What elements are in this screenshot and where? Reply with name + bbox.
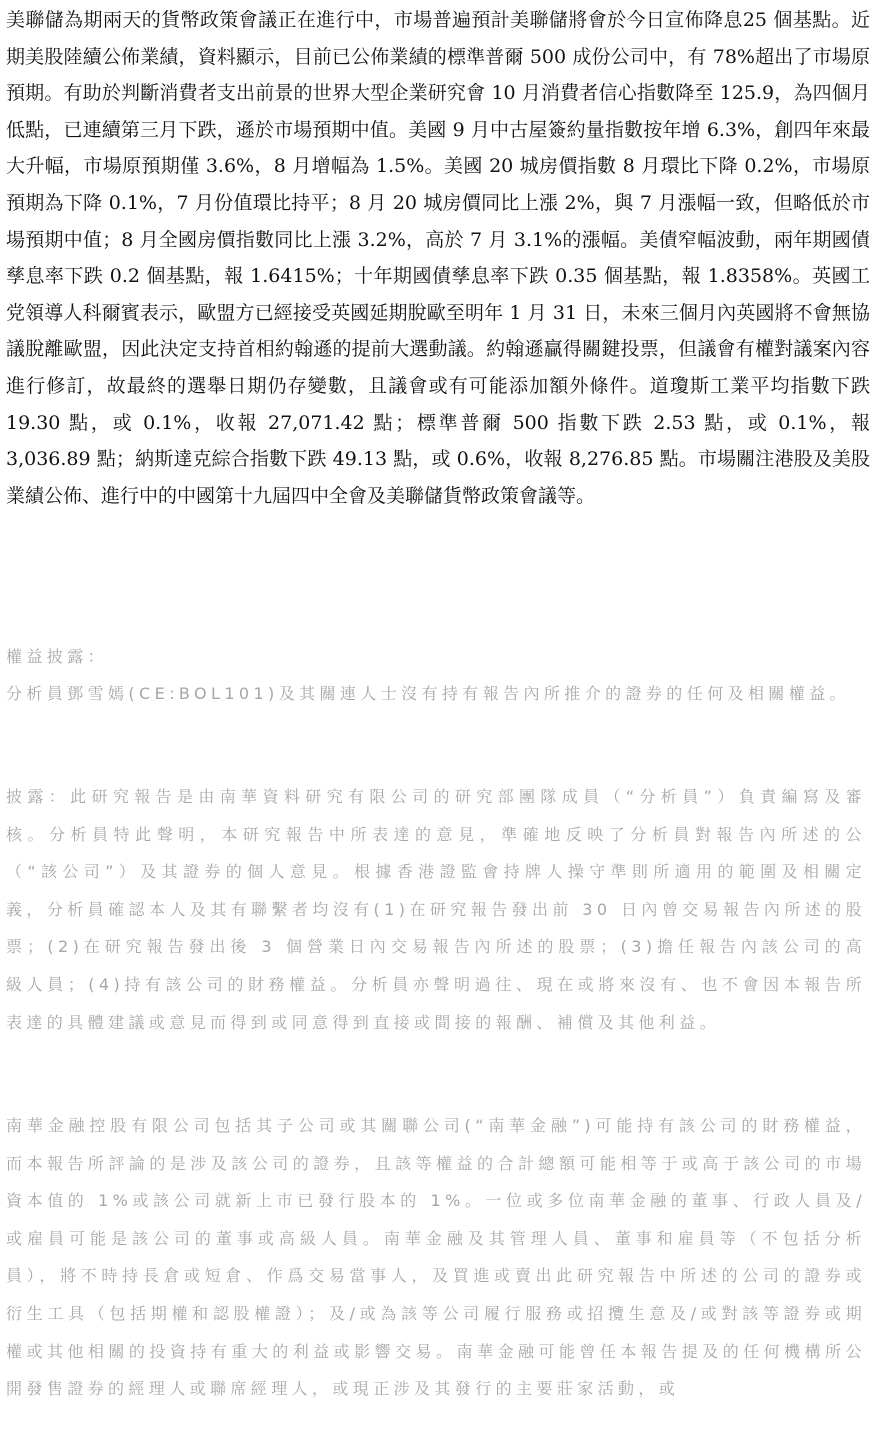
market-commentary-paragraph: 美聯儲為期兩天的貨幣政策會議正在進行中，市場普遍預計美聯儲將會於今日宣佈降息25 個基點。近期美股陸續公佈業績，資料顯示，目前已公佈業績的標準普爾 500 成份公司中，有 78%超出了市場原預期。有助於判斷消費者支出前景的世界大型企業研究會 10 月消費者信心指數降至 125.9，為四個月低點，已連續第三月下跌，遜於市場預期中值。美國 9 月中古屋簽約量指數按年增 6.3%，創四年來最大升幅，市場原預期僅 3.6%，8 月增幅為 1.5%。美國 20 城房價指數 8 月環比下降 0.2%，市場原預期為下降 0.1%，7 月份值環比持平；8 月 20 城房價同比上漲 2%，與 7 月漲幅一致，但略低於市場預期中值；8 月全國房價指數同比上漲 3.2%，高於 7 月 3.1%的漲幅。美債窄幅波動，兩年期國債孳息率下跌 0.2 個基點，報 1.6415%；十年期國債孳息率下跌 0.35 個基點，報 1.8358%。英國工党領導人科爾賓表示，歐盟方已經接受英國延期脫歐至明年 1 月 31 日，未來三個月內英國將不會無協議脫離歐盟，因此決定支持首相約翰遜的提前大選動議。約翰遜贏得關鍵投票，但議會有權對議案內容進行修訂，故最終的選舉日期仍存變數，且議會或有可能添加額外條件。道瓊斯工業平均指數下跌 19.30 點，或 0.1%，收報 27,071.42 點；標準普爾 500 指數下跌 2.53 點，或 0.1%，報 3,036.89 點；納斯達克綜合指數下跌 49.13 點，或 0.6%，收報 8,276.85 點。市場關注港股及美股業績公佈、進行中的中國第十九屆四中全會及美聯儲貨幣政策會議等。	[6, 9, 870, 507]
group-interest-paragraph: 南華金融控股有限公司包括其子公司或其關聯公司(“南華金融”)可能持有該公司的財務權益，而本報告所評論的是涉及該公司的證券，且該等權益的合計總額可能相等于或高于該公司的市場資本值的 1%或該公司就新上市已發行股本的 1%。一位或多位南華金融的董事、行政人員及/或雇員可能是該公司的董事或高級人員。南華金融及其管理人員、董事和雇員等（不包括分析員），將不時持長倉或短倉、作爲交易當事人，及買進或賣出此研究報告中所述的公司的證券或衍生工具（包括期權和認股權證）；及/或為該等公司履行服務或招攬生意及/或對該等證券或期權或其他相關的投資持有重大的利益或影響交易。南華金融可能曾任本報告提及的任何機構所公開發售證券的經理人或聯席經理人，或現正涉及其發行的主要莊家活動，或	[6, 1116, 866, 1399]
interest-disclosure-title: 權益披露：	[6, 647, 109, 666]
interest-disclosure-body: 分析員鄧雪嫣(CE:BOL101)及其關連人士沒有持有報告內所推介的證券的任何及相關權益。	[6, 684, 850, 703]
analyst-disclosure-paragraph: 披露：此研究報告是由南華資料研究有限公司的研究部團隊成員（“分析員”）負責編寫及審核。分析員特此聲明，本研究報告中所表達的意見，準確地反映了分析員對報告內所述的公（“該公司”）及其證券的個人意見。根據香港證監會持牌人操守準則所適用的範圍及相關定義，分析員確認本人及其有聯繫者均沒有(1)在研究報告發出前 30 日內曾交易報告內所述的股票；(2)在研究報告發出後 3 個營業日內交易報告內所述的股票；(3)擔任報告內該公司的高級人員；(4)持有該公司的財務權益。分析員亦聲明過往、現在或將來沒有、也不會因本報告所表達的具體建議或意見而得到或同意得到直接或間接的報酬、補償及其他利益。	[6, 787, 866, 1032]
